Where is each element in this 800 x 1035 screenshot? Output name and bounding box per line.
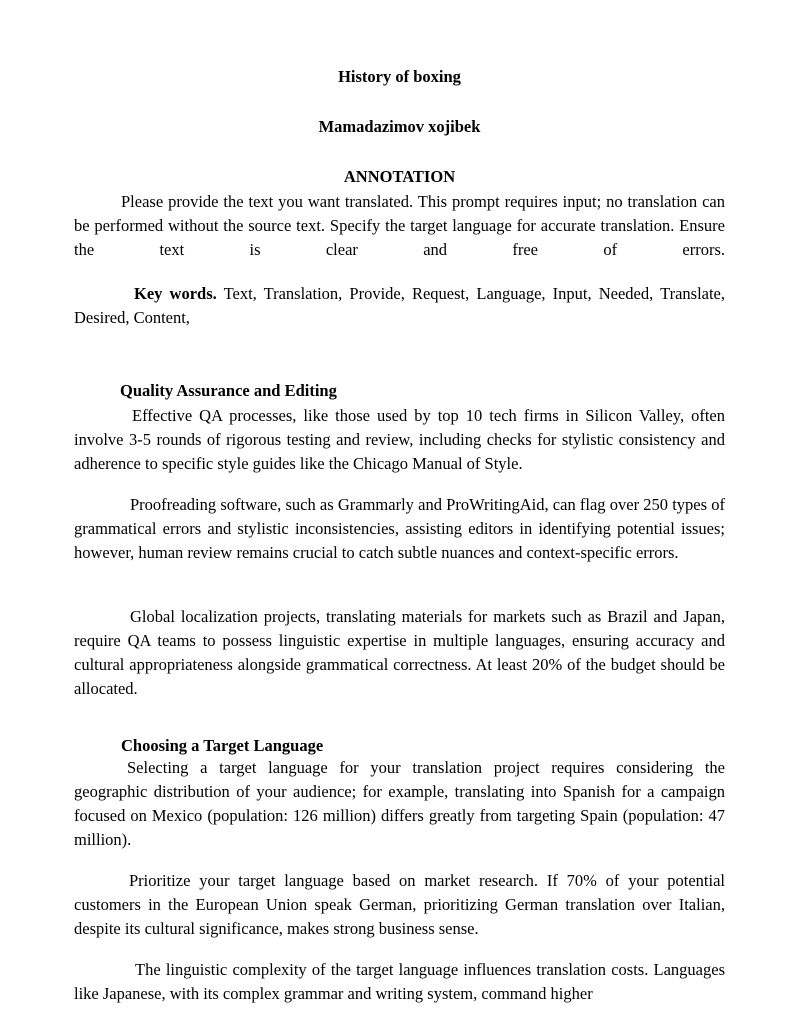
annotation-paragraph: Please provide the text you want translated. This prompt requires input; no translation can be performed without the source text. Specify the target language for accurate translation. Ensure the text is clear and free of errors. (74, 192, 725, 259)
section2-paragraph: The linguistic complexity of the target language influences translation costs. Languages like Japanese, with its complex grammar and writing system, command higher (74, 960, 725, 1003)
section1-paragraph: Effective QA processes, like those used by top 10 tech firms in Silicon Valley, often involve 3-5 rounds of rigorous testing and review, including checks for stylistic consistency and adherence to specific style guides like the Chicago Manual of Style. (74, 406, 725, 473)
keywords-paragraph (74, 282, 725, 330)
author-name: Mamadazimov xojibek (318, 117, 481, 136)
annotation-heading: ANNOTATION (343, 167, 456, 186)
keywords-label: Key words. (134, 284, 217, 303)
section2-paragraph: Prioritize your target language based on market research. If 70% of your potential customers in the European Union speak German, prioritizing German translation over Italian, despite its cultural significance, makes strong business sense. (74, 871, 725, 938)
section-heading-quality: Quality Assurance and Editing (120, 381, 337, 400)
section1-paragraph: Proofreading software, such as Grammarly and ProWritingAid, can flag over 250 types of grammatical errors and stylistic inconsistencies, assisting editors in identifying potential issues; however, human review remains crucial to catch subtle nuances and context-specific errors. (74, 495, 725, 562)
section-heading-target-language: Choosing a Target Language (121, 736, 324, 755)
document-title: History of boxing (338, 67, 461, 86)
keywords-text: Text, Translation, Provide, Request, Language, Input, Needed, Translate, Desired, Content, (74, 284, 726, 327)
section2-paragraph: Selecting a target language for your translation project requires considering the geographic distribution of your audience; for example, translating into Spanish for a campaign focused on Mexico (population: 126 million) differs greatly from targeting Spain (population: 47 million). (74, 758, 725, 849)
section1-paragraph: Global localization projects, translating materials for markets such as Brazil and Japan, require QA teams to possess linguistic expertise in multiple languages, ensuring accuracy and cultural appropriateness alongside grammatical correctness. At least 20% of the budget should be allocated. (74, 607, 725, 698)
